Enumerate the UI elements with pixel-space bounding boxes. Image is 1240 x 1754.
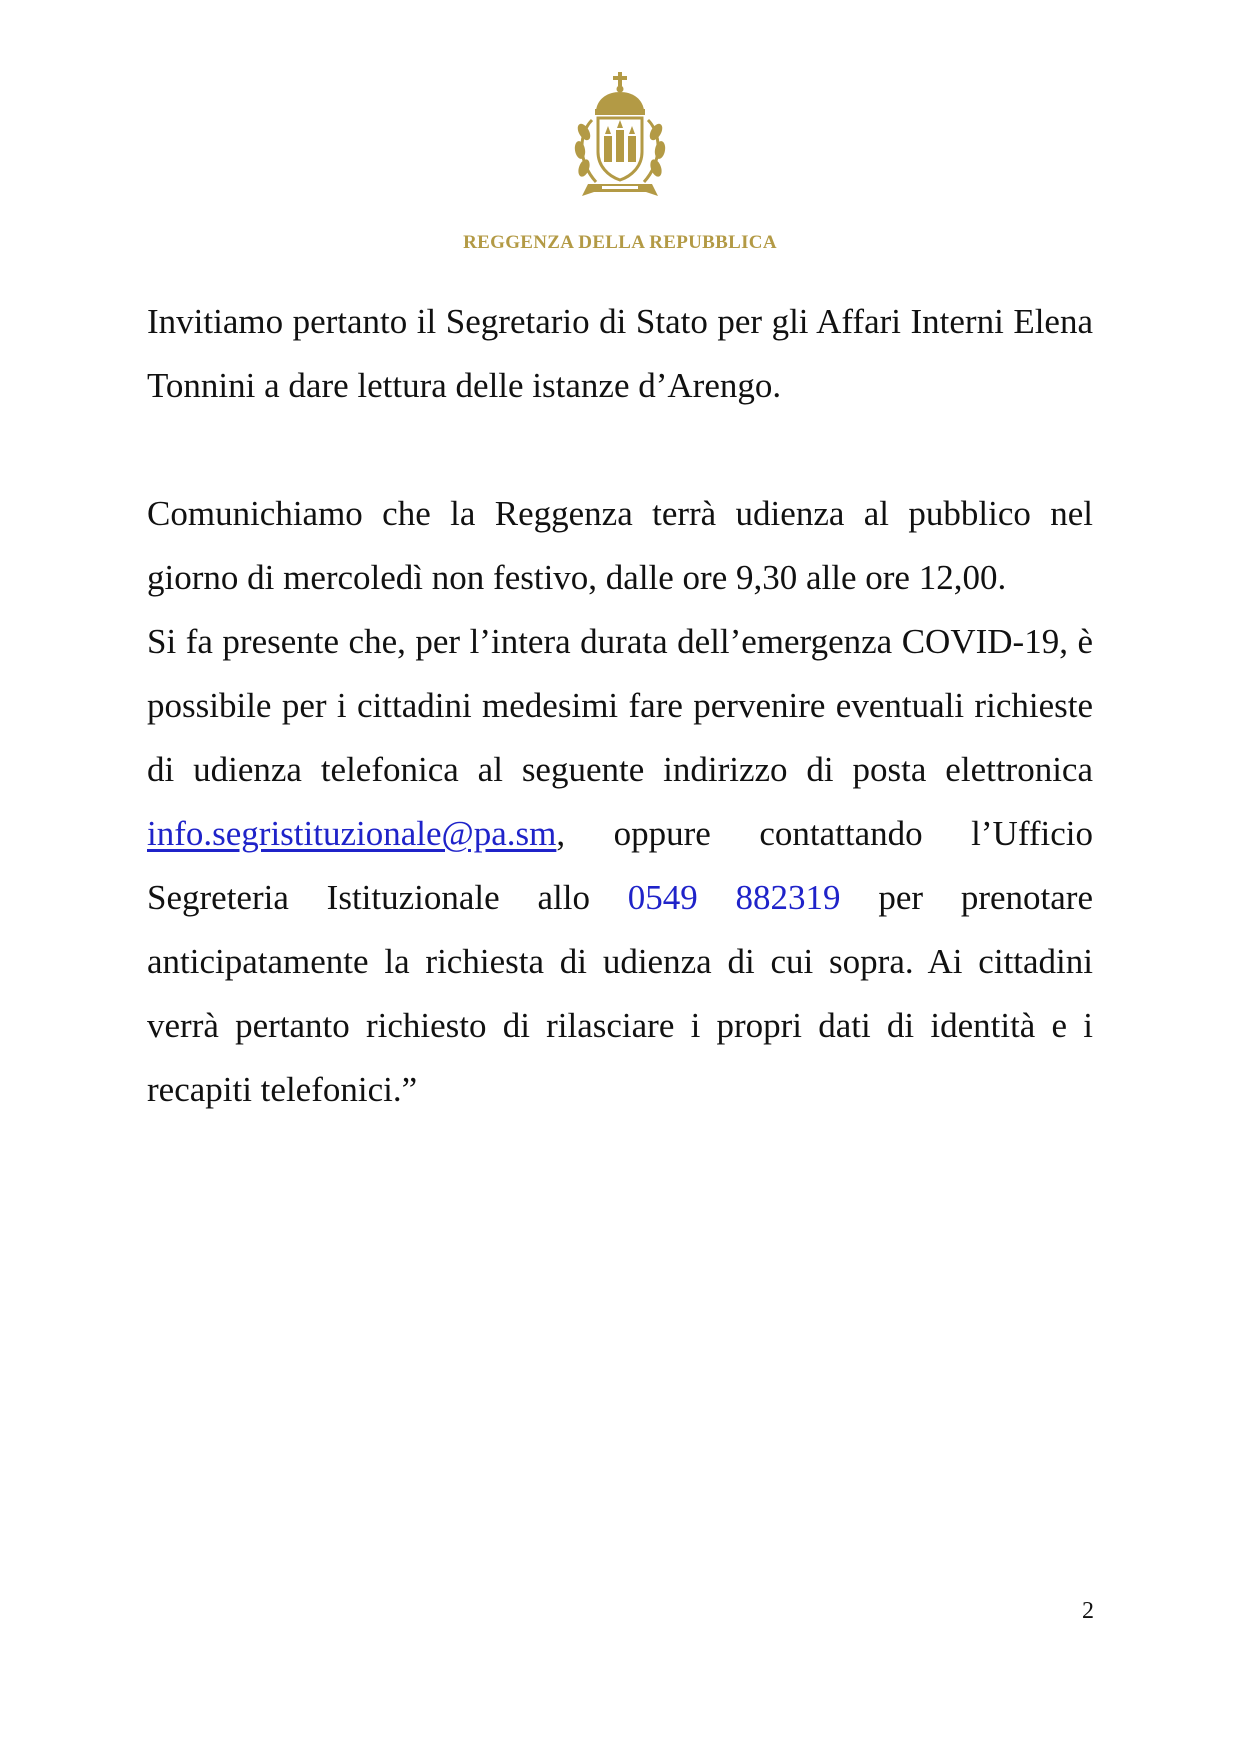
paragraph-covid-contact [147, 610, 1093, 1122]
coat-of-arms-icon [562, 70, 678, 210]
document-body [147, 290, 1093, 1122]
covid-text-intro: Si fa presente che, per l’intera durata dell’emergenza COVID-19, è possibile per i cittadini medesimi fare pervenire eventuali richieste di udienza telefonica al seguente indirizzo di posta elettronica [147, 622, 1093, 789]
paragraph-invitation: Invitiamo pertanto il Segretario di Stato per gli Affari Interni Elena Tonnini a dare lettura delle istanze d’Arengo. [147, 302, 1093, 405]
paragraph-audience-hours: Comunichiamo che la Reggenza terrà udienza al pubblico nel giorno di mercoledì non festivo, dalle ore 9,30 alle ore 12,00. [147, 494, 1093, 597]
covid-text-end: per prenotare anticipatamente la richiesta di udienza di cui sopra. Ai cittadini verrà pertanto richiesto di rilasciare i propri dati di identità e i recapiti telefonici.” [147, 878, 1093, 1109]
organization-name: REGGENZA DELLA REPUBBLICA [463, 232, 777, 253]
email-link[interactable]: info.segristituzionale@pa.sm [147, 814, 557, 853]
page-number: 2 [1082, 1598, 1094, 1624]
letterhead [0, 70, 1240, 254]
phone-number-link[interactable]: 0549 882319 [627, 878, 841, 917]
covid-text-middle: , oppure contattando l’Ufficio Segreteria Istituzionale allo [147, 814, 1093, 917]
